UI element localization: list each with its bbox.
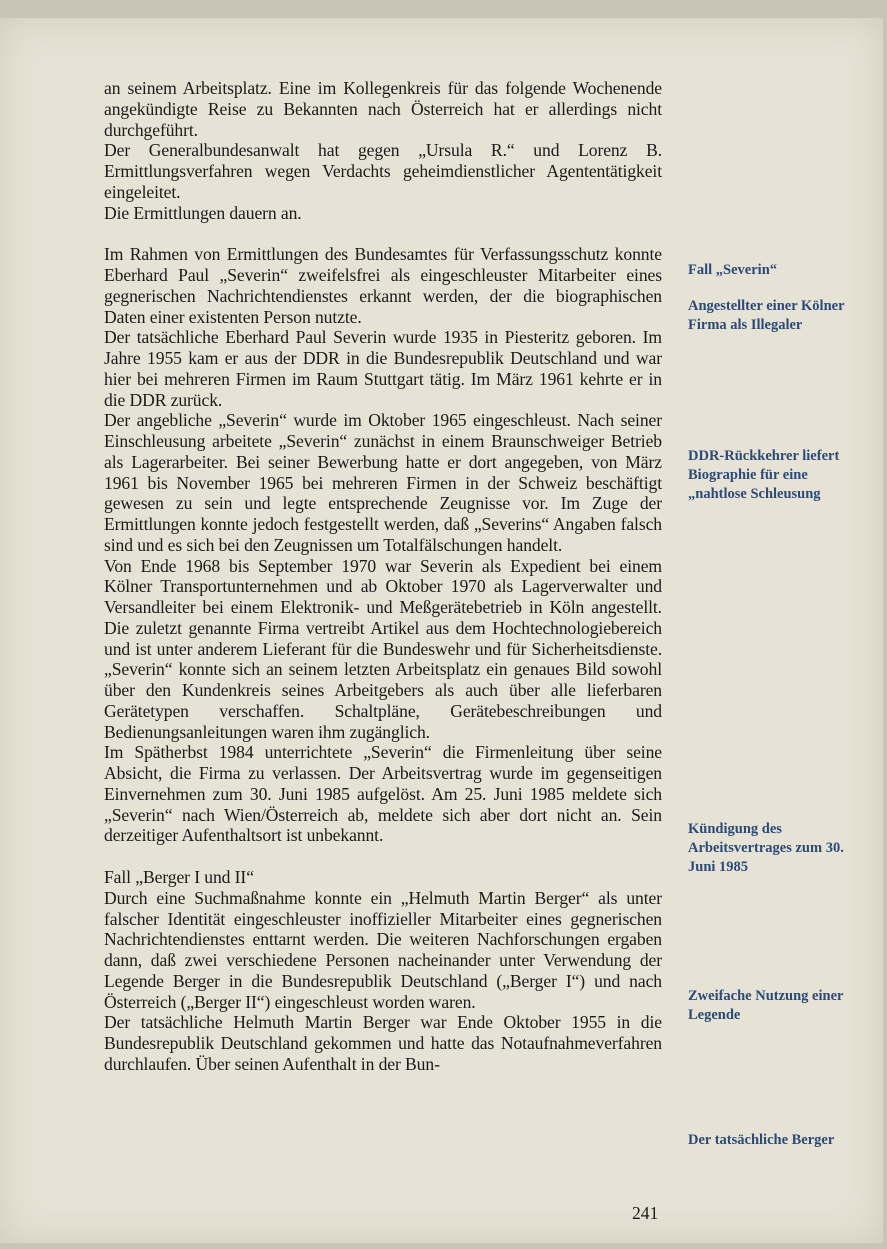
severin-paragraph-5: Im Spätherbst 1984 unterrichtete „Severin“ die Firmenleitung über seine Absicht, die Firma zu verlassen. Der Arbeitsvertrag wurde im gegenseitigen Einvernehmen zum 30. Juni 1985 aufgelöst. Am 25. Juni 1985 meldete sich „Severin“ nach Wien/Österreich ab, meldete sich aber dort nicht an. Sein derzeitiger Aufenthaltsort ist unbekannt. — [104, 742, 662, 846]
margin-note-tatsaechliche-berger: Der tatsächliche Berger — [688, 1132, 835, 1148]
margin-note-kuendigung: Kündigung des Arbeitsvertrages zum 30. Juni 1985 — [688, 821, 844, 875]
berger-paragraph-2: Der tatsächliche Helmuth Martin Berger war Ende Oktober 1955 in die Bundesrepublik Deutschland gekommen und hatte das Notaufnahmeverfahren durchlaufen. Über seinen Aufenthalt in der Bun- — [104, 1012, 662, 1074]
intro-paragraph-1: an seinem Arbeitsplatz. Eine im Kollegenkreis für das folgende Wochenende angekündigte Reise zu Bekannten nach Österreich hat er allerdings nicht durchgeführt. — [104, 78, 662, 140]
margin-note-zweifache-nutzung: Zweifache Nutzung einer Legende — [688, 988, 844, 1023]
section-gap — [104, 223, 662, 244]
margin-note-angestellter: Angestellter einer Kölner Firma als Illegaler — [688, 298, 845, 333]
margin-note-fall-severin: Fall „Severin“ — [688, 262, 778, 278]
margin-note-ddr-rueckkehrer: DDR-Rückkehrer liefert Biographie für eine „nahtlose Schleusung — [688, 448, 840, 502]
berger-heading: Fall „Berger I und II“ — [104, 867, 254, 887]
severin-paragraph-2: Der tatsächliche Eberhard Paul Severin wurde 1935 in Piesteritz geboren. Im Jahre 1955 kam er aus der DDR in die Bundesrepublik Deutschland und war hier bei mehreren Firmen im Raum Stuttgart tätig. Im März 1961 kehrte er in die DDR zurück. — [104, 327, 662, 410]
berger-paragraph-1: Durch eine Suchmaßnahme konnte ein „Helmuth Martin Berger“ als unter falscher Identität eingeschleuster inoffizieller Mitarbeiter eines gegnerischen Nachrichtendienstes enttarnt werden. Die weiteren Nachforschungen ergaben dann, daß zwei verschiedene Personen nacheinander unter Verwendung der Legende Berger in die Bundesrepublik Deutschland („Berger I“) und nach Österreich („Berger II“) eingeschleust worden waren. — [104, 887, 662, 1012]
severin-paragraph-4: Von Ende 1968 bis September 1970 war Severin als Expedient bei einem Kölner Transportunternehmen und ab Oktober 1970 als Lagerverwalter und Versandleiter bei einem Elektronik- und Meßgerätebetrieb in Köln angestellt. Die zuletzt genannte Firma vertreibt Artikel aus dem Hochtechnologiebereich und ist unter anderem Lieferant für die Bundeswehr und für Sicherheitsdienste. „Severin“ konnte sich an seinem letzten Arbeitsplatz ein genaues Bild sowohl über den Kundenkreis seines Arbeitgebers als auch über alle lieferbaren Gerätetypen verschaffen. Schaltpläne, Gerätebeschreibungen und Bedienungsanleitungen waren ihm zugänglich. — [104, 555, 662, 742]
main-text-column — [104, 78, 662, 1075]
severin-paragraph-3: Der angebliche „Severin“ wurde im Oktober 1965 eingeschleust. Nach seiner Einschleusung arbeitete „Severin“ zunächst in einem Braunschweiger Betrieb als Lagerarbeiter. Bei seiner Bewerbung hatte er dort angegeben, von März 1961 bis November 1965 bei mehreren Firmen in der Schweiz beschäftigt gewesen zu sein und legte entsprechende Zeugnisse vor. Im Zuge der Ermittlungen konnte jedoch festgestellt werden, daß „Severins“ Angaben falsch sind und es sich bei den Zeugnissen um Totalfälschungen handelt. — [104, 410, 662, 555]
page-number: 241 — [632, 1203, 659, 1223]
intro-paragraph-3: Die Ermittlungen dauern an. — [104, 202, 302, 223]
document-page — [0, 18, 883, 1243]
severin-paragraph-1: Im Rahmen von Ermittlungen des Bundesamtes für Verfassungsschutz konnte Eberhard Paul „Severin“ zweifelsfrei als eingeschleuster Mitarbeiter eines gegnerischen Nachrichtendienstes erkannt werden, der die biographischen Daten einer existenten Person nutzte. — [104, 244, 662, 327]
section-gap — [104, 846, 662, 867]
intro-paragraph-2: Der Generalbundesanwalt hat gegen „Ursula R.“ und Lorenz B. Ermittlungsverfahren wegen Verdachts geheimdienstlicher Agententätigkeit eingeleitet. — [104, 140, 662, 202]
